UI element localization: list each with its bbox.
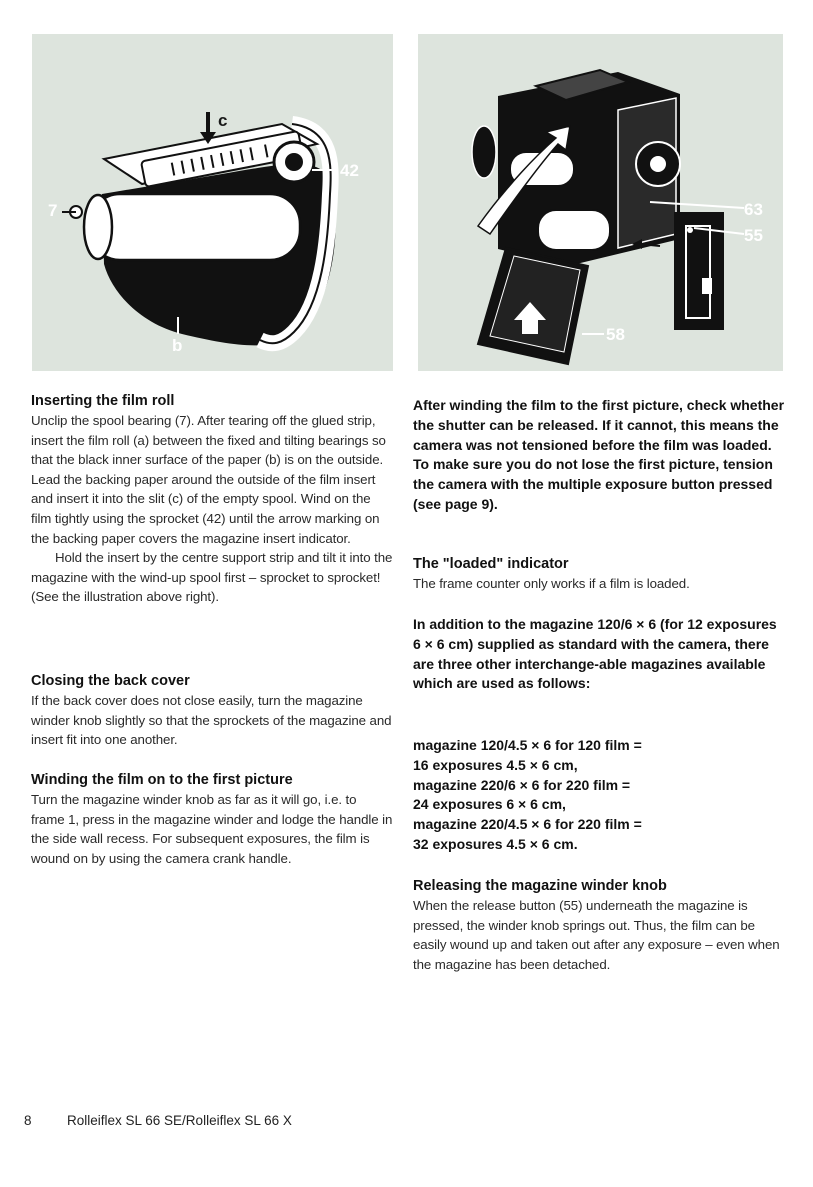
- section-magazines-intro: [413, 615, 785, 694]
- camera-loading-illustration: [418, 34, 783, 371]
- label-b: b: [172, 336, 183, 355]
- paragraph-releasing: When the release button (55) underneath the magazine is pressed, the winder knob springs out. Thus, the film can be easily wound up and taken out after any exposure – even when the magazine has been detached.: [413, 898, 780, 972]
- paragraph-after-winding: After winding the film to the first picture, check whether the shutter can be released. If it cannot, this means the camera was not tensioned before the film was loaded. To make sure you do not lose the first picture, tension the camera with the multiple exposure button pressed (see page 9).: [413, 397, 785, 512]
- running-title: Rolleiflex SL 66 SE/Rolleiflex SL 66 X: [67, 1113, 292, 1128]
- section-after-winding: [413, 396, 785, 515]
- sprocket-hub: [285, 153, 303, 171]
- section-closing-back-cover: [31, 672, 393, 750]
- paragraph-loaded-indicator: The frame counter only works if a film is loaded.: [413, 576, 690, 591]
- heading-winding-first-picture: Winding the film on to the first picture: [31, 772, 293, 788]
- paragraph-winding: Turn the magazine winder knob as far as it will go, i.e. to frame 1, press in the magazine winder and lodge the handle in the side wall recess. For subsequent exposures, the film is wound on by using the camera crank handle.: [31, 792, 393, 866]
- magazine-spec-line: 32 exposures 4.5 × 6 cm.: [413, 835, 578, 852]
- paragraph-magazines-intro: In addition to the magazine 120/6 × 6 (for 12 exposures 6 × 6 cm) supplied as standard with the camera, there are three other interchange-able magazines available which are used as follows:: [413, 616, 777, 692]
- magazine-spec-line: magazine 120/4.5 × 6 for 120 film =: [413, 737, 642, 753]
- label-55: 55: [744, 226, 763, 245]
- paragraph-inserting-1: Unclip the spool bearing (7). After tearing off the glued strip, insert the film roll (a) between the fixed and tilting bearings so that the black inner surface of the paper (b) is on the outside. Lead the backing paper around the outside of the film insert and insert it into the slit (c) of the empty spool. Wind on the film tightly using the sprocket (42) until the arrow marking on the backing paper covers the magazine insert indicator.: [31, 413, 386, 546]
- label-42: 42: [340, 161, 359, 180]
- film-insert-drawing: [32, 34, 393, 371]
- section-winding-first-picture: [31, 771, 393, 868]
- film-roll: [90, 194, 300, 260]
- magazine-spec-line: 16 exposures 4.5 × 6 cm,: [413, 756, 578, 773]
- page-number: 8: [24, 1113, 32, 1128]
- magazine-spec-line: magazine 220/4.5 × 6 for 220 film =: [413, 816, 642, 833]
- magazine-spec-line: 24 exposures 6 × 6 cm,: [413, 796, 566, 813]
- insert-spool-bottom: [538, 210, 610, 250]
- section-releasing-winder-knob: [413, 877, 785, 974]
- magazine-spec-line: magazine 220/6 × 6 for 220 film =: [413, 776, 631, 793]
- label-63: 63: [744, 200, 763, 219]
- heading-releasing-winder-knob: Releasing the magazine winder knob: [413, 878, 667, 894]
- section-loaded-indicator: [413, 555, 785, 594]
- left-knob: [472, 126, 496, 178]
- camera-loading-drawing: [418, 34, 783, 371]
- section-inserting-film-roll: [31, 392, 393, 607]
- release-button-marker: [687, 227, 693, 233]
- label-c: c: [218, 111, 228, 130]
- paragraph-inserting-2: Hold the insert by the centre support strip and tilt it into the magazine with the wind-up spool first – sprocket to sprocket! (See the illustration above right).: [31, 550, 393, 605]
- magazine-spec-list: [413, 736, 785, 855]
- label-58: 58: [606, 325, 625, 344]
- film-roll-end: [84, 195, 112, 259]
- film-insert-illustration: [32, 34, 393, 371]
- label-7: 7: [48, 201, 58, 220]
- heading-closing-back-cover: Closing the back cover: [31, 673, 190, 689]
- paragraph-closing: If the back cover does not close easily, turn the magazine winder knob slightly so that the sprockets of the magazine and insert fit into one another.: [31, 693, 392, 748]
- heading-inserting-film-roll: Inserting the film roll: [31, 393, 175, 409]
- heading-loaded-indicator: The "loaded" indicator: [413, 556, 569, 572]
